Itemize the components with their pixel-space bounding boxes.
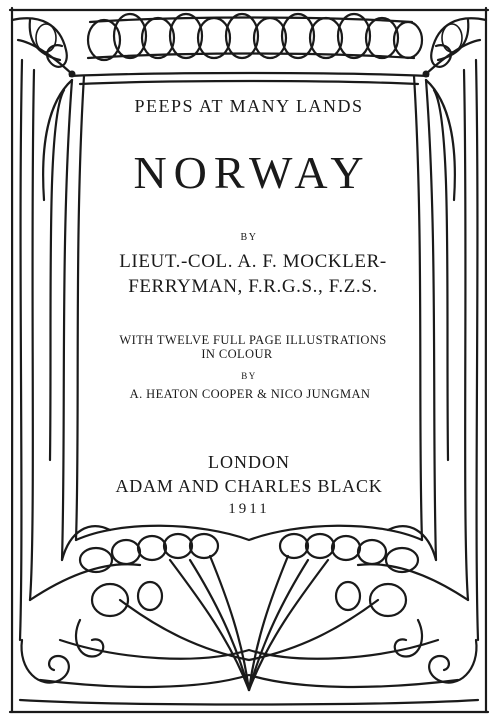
book-title: NORWAY: [133, 147, 371, 198]
illustrations-line-1: WITH TWELVE FULL PAGE ILLUSTRATIONS: [119, 333, 387, 347]
illustrators: A. HEATON COOPER & NICO JUNGMAN: [129, 387, 371, 401]
publisher-name: ADAM AND CHARLES BLACK: [115, 476, 383, 496]
by-label: BY: [240, 232, 258, 243]
author-line-2: FERRYMAN, F.R.G.S., F.Z.S.: [128, 276, 378, 297]
author-line-1: LIEUT.-COL. A. F. MOCKLER-: [119, 251, 387, 272]
publication-year: 1911: [228, 501, 270, 517]
illustrations-line-2: IN COLOUR: [201, 347, 273, 361]
by-label-illustrators: BY: [241, 371, 257, 381]
series-title: PEEPS AT MANY LANDS: [134, 96, 364, 116]
publisher-city: LONDON: [208, 452, 290, 472]
